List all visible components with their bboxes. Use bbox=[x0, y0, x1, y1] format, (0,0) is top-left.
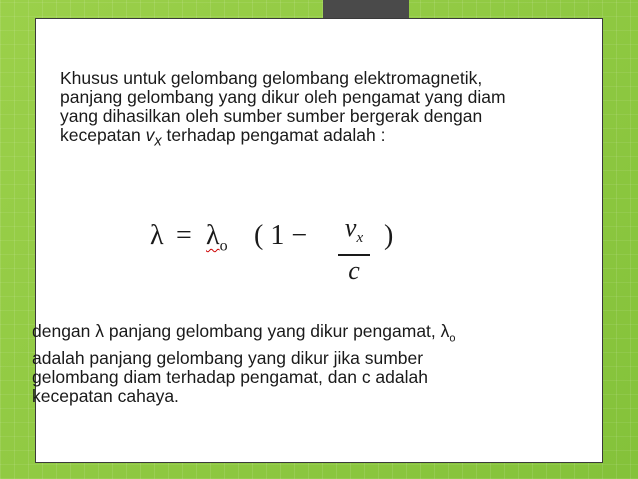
lambda-zero-symbol: $\lambda_o$ bbox=[440, 321, 456, 345]
doppler-formula bbox=[150, 212, 410, 285]
intro-text: Khusus untuk gelombang gelombang elektromagnetik, panjang gelombang yang dikur oleh pengamat yang diam yang dihasilkan oleh sumber sumber bergerak dengan kecepatan bbox=[60, 68, 506, 145]
intro-paragraph bbox=[60, 69, 520, 152]
formula-lambda-zero: $\lambda_o$ bbox=[206, 220, 228, 255]
formula-open-paren: ( 1 − bbox=[254, 220, 308, 251]
explanation-text: dengan λ panjang gelombang yang dikur pengamat, bbox=[32, 321, 441, 341]
formula-lambda: λ bbox=[150, 220, 164, 251]
formula-denominator: c bbox=[348, 255, 360, 285]
velocity-symbol: $v_x$ bbox=[145, 125, 162, 150]
explanation-paragraph bbox=[32, 322, 512, 406]
formula-equals: = bbox=[176, 220, 192, 251]
formula-fraction bbox=[334, 214, 374, 284]
formula-numerator: $v_x$ bbox=[344, 213, 364, 247]
intro-text-end: terhadap pengamat adalah : bbox=[161, 125, 386, 145]
formula-close-paren: ) bbox=[384, 220, 394, 251]
explanation-text-end: adalah panjang gelombang yang dikur jika sumber gelombang diam terhadap pengamat, dan c adalah kecepatan cahaya. bbox=[32, 347, 428, 406]
